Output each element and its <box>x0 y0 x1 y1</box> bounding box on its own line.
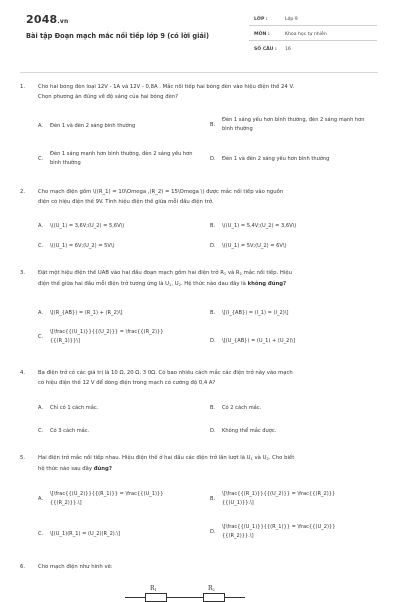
circuit-wire <box>125 597 145 598</box>
document-page: 2048.vn Bài tập Đoạn mạch mắc nối tiếp lớp 9 (có lời giải) LỚP : Lớp 9 MÔN : Khoa học tự nhiên SỐ CÂU : 16 1. Cho hai bóng đèn loại 12V - 1A và 12V - 0,8A . Mắc nối tiếp hai bóng đèn vào hiệu điện thế 24 V. Chọn phương án đúng về độ sáng của hai bóng đèn? A. Đèn 1 và đèn 2 sáng bình thường B. Đèn 1 sáng yếu hơn bình thường, đèn 2 sáng mạnh hơn bình thường C. Đèn 1 sáng mạnh hơn bình thường, đèn 2 sáng yếu hơn bình thường D. Đèn 1 và đèn 2 sáng yếu hơn bình thường 2. Cho mạch điện gồm \((R_1) = 10\Omega ,(R_2) = 15\Omega \) được mắc nối tiếp vào nguồn điện có hiệu điện thế 9V. Tính hiệu điện thế giữa mỗi đầu điện trở. A. \((U_1) = 3,6V;(U_2) = 5,6V\) B. \((U_1) = 5,4V;(U_2) = 3,6V\) C. \((U_1) = 6V;(U_2) = 5V\) D. \((U_1) = 5V;(U_2) = 6V\) 3. Đặt một hiệu điện thế UAB vào hai đầu đoạn mạch gồm hai điện trở $R_1$ và $R_2$ mắc nối tiếp. Hiệu điện thế giữa hai đầu mỗi điện trở tương ứng là $U_1$, $U_2$. Hệ thức nào dau đây là không đúng? A. \[(R_{AB}) = (R_1) + (R_2)\] B. \[(I_{AB}) = (I_1) = (I_2)\] C. \[\frac{{(U_1)}}{{(U_2)}} = \frac{{(R_2)}}{{(R_1)}}\] D. \[(U_{AB}) = (U_1) + (U_2)\] 4. Ba điện trở có các giá trị là 10 Ω, 20 Ω, 3 0Ω. Có bao nhiêu cách mắc các điện trở này vào mạch có hiệu điện thế 12 V để dòng điện trong mạch có cường độ 0,4 A? A. Chỉ có 1 cách mắc. B. Có 2 cách mắc. C. Có 3 cách mắc. D. Không thể mắc được. 5. Hai điện trở mắc nối tiếp nhau. Hiệu điện thế ở hai đầu các điện trở lần lượt là $U_1$ và $U_2$. Cho biết hệ thức nào sau đây đúng? A. \[\frac{{(U_2)}}{{(R_1)}} = \frac{{(U_1)}}{{(R_2)}}.\] B. \[\frac{{(R_1)}}{{(U_2)}} = \frac{{(R_2)}}{{(U_1)}}.\] C. \[(U_1)(R_1) = (U_2)(R_2).\] D. \[\frac{{(U_1)}}{{(R_1)}} = \frac{{(U_2)}}{{(R_2)}}.\] 6. Cho mạch điện như hình vẽ: $R_1$ $R_2$ <box>0 0 400 600</box>
question-text: điện thế giữa hai đầu mỗi điện trở tương ứng là $U_1$, $U_2$. Hệ thức nào dau đây là không đúng? <box>38 281 287 287</box>
question-text: Đặt một hiệu điện thế UAB vào hai đầu đoạn mạch gồm hai điện trở $R_1$ và $R_2$ mắc nối tiếp. Hiệu <box>38 270 292 276</box>
question-text: điện có hiệu điện thế 9V. Tính hiệu điện thế giữa mỗi đầu điện trở. <box>38 199 214 205</box>
question-text: Ba điện trở có các giá trị là 10 Ω, 20 Ω, 3 0Ω. Có bao nhiêu cách mắc các điện trở này vào mạch <box>38 370 293 376</box>
site-logo[interactable]: 2048.vn <box>26 13 69 26</box>
question-text: Chọn phương án đúng về độ sáng của hai bóng đèn? <box>38 94 178 100</box>
circuit-wire <box>225 597 245 598</box>
resistor-label-r2: $R_2$ <box>208 585 215 592</box>
document-title: Bài tập Đoạn mạch mắc nối tiếp lớp 9 (có lời giải) <box>26 32 210 40</box>
question-text: Hai điện trở mắc nối tiếp nhau. Hiệu điện thế ở hai đầu các điện trở lần lượt là $U_1$ và $U_2$. Cho biết <box>38 455 295 461</box>
circuit-wire <box>167 597 203 598</box>
document-header: 2048.vn Bài tập Đoạn mạch mắc nối tiếp lớp 9 (có lời giải) LỚP : Lớp 9 MÔN : Khoa học tự nhiên SỐ CÂU : 16 <box>0 0 400 62</box>
question-text: Cho mạch điện như hình vẽ: <box>38 564 113 570</box>
resistor-r2 <box>203 593 225 602</box>
question-text: hệ thức nào sau đây đúng? <box>38 466 112 472</box>
question-text: Cho hai bóng đèn loại 12V - 1A và 12V - 0,8A . Mắc nối tiếp hai bóng đèn vào hiệu điện thế 24 V. <box>38 84 295 90</box>
resistor-r1 <box>145 593 167 602</box>
header-divider <box>20 72 378 73</box>
divider <box>249 40 377 41</box>
divider <box>249 25 377 26</box>
question-text: Cho mạch điện gồm \((R_1) = 10\Omega ,(R_2) = 15\Omega \) được mắc nối tiếp vào nguồn <box>38 189 284 195</box>
question-text: có hiệu điện thế 12 V để dòng điện trong mạch có cường độ 0,4 A? <box>38 380 216 386</box>
resistor-label-r1: $R_1$ <box>150 585 157 592</box>
